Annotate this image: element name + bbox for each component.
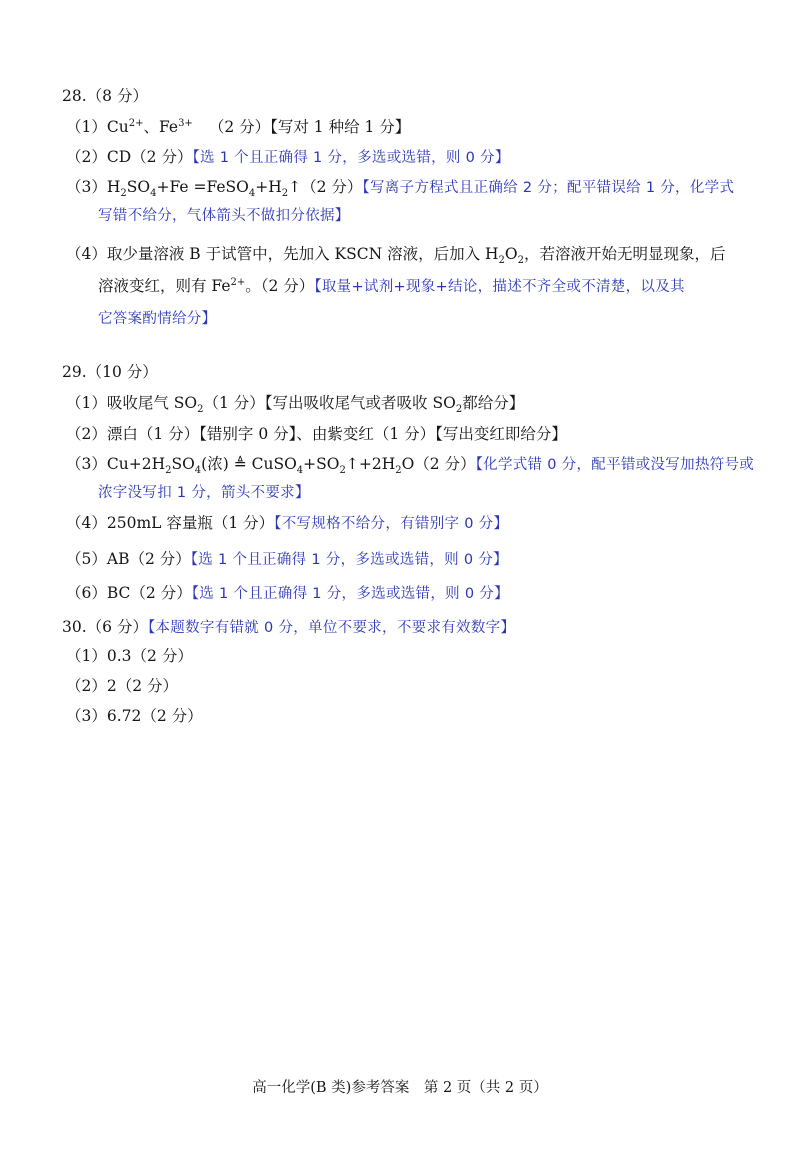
page-footer: 高一化学(B 类)参考答案 第 2 页（共 2 页） xyxy=(252,1080,548,1096)
grading-note: 【选 1 个且正确得 1 分，多选或选错，则 0 分】 xyxy=(192,150,510,166)
grading-note: 【写离子方程式且正确给 2 分；配平错误给 1 分，化学式 xyxy=(362,180,735,196)
q29-answer-6: （6）BC（2 分）【选 1 个且正确得 1 分，多选或选错，则 0 分】 xyxy=(66,584,509,602)
q28-header: 28.（8 分） xyxy=(62,87,148,105)
q28-answer-3-note-cont: 写错不给分，气体箭头不做扣分依据】 xyxy=(98,208,350,224)
q30-answer-3: （3）6.72（2 分） xyxy=(66,707,203,725)
grading-note: 【本题数字有错就 0 分，单位不要求，不要求有效数字】 xyxy=(147,620,516,636)
grading-note: 【化学式错 0 分，配平错或没写加热符号或 xyxy=(475,457,755,473)
q28-answer-1: $(1)Cu^{2+}$、$Fe^{3+}$ （2 分）【写对 1 种给 1 分】 xyxy=(66,117,411,136)
q28-answer-4-note-cont: 它答案酌情给分】 xyxy=(98,311,217,327)
q29-answer-3: $(3)Cu+2H_2SO_4$(浓) ≜ $CuSO_4+SO_2↑+2H_2O(2$ 分）【化学式错 0 分，配平错或没写加热符号或 xyxy=(66,455,755,477)
q29-answer-2: （2）漂白（1 分）【错别字 0 分】、由紫变红（1 分）【写出变红即给分】 xyxy=(66,425,567,443)
q29-answer-3-note-cont: 浓字没写扣 1 分，箭头不要求】 xyxy=(98,485,310,501)
grading-note: 【取量+试剂+现象+结论，描述不齐全或不清楚，以及其 xyxy=(314,279,685,295)
q29-answer-1: （1）吸收尾气 $SO_2(1$ 分）【写出吸收尾气或者吸收 $SO_2$都给分】 xyxy=(66,394,525,416)
grading-note: 【不写规格不给分，有错别字 0 分】 xyxy=(274,516,509,532)
q29-header: 29.（10 分） xyxy=(62,363,158,381)
q29-answer-5: （5）AB（2 分）【选 1 个且正确得 1 分，多选或选错，则 0 分】 xyxy=(66,550,508,568)
q28-answer-4-cont: 溶液变红，则有 $Fe^{2+}$。（2 分）【取量+试剂+现象+结论，描述不齐全或不清楚，以及其 xyxy=(98,276,685,295)
q28-answer-4: （4）取少量溶液 B 于试管中，先加入 KSCN 溶液，后加入 $H_2O_2$，若溶液开始无明显现象，后 xyxy=(66,245,726,267)
q28-answer-3: $(3)H_2SO_4+Fe$ $=FeSO_4+H_2↑(2$ 分）【写离子方程式且正确给 2 分；配平错误给 1 分，化学式 xyxy=(66,178,735,200)
q30-answer-1: （1）0.3（2 分） xyxy=(66,647,193,665)
grading-note: 【选 1 个且正确得 1 分，多选或选错，则 0 分】 xyxy=(190,552,508,568)
q28-answer-2: （2）CD（2 分）【选 1 个且正确得 1 分，多选或选错，则 0 分】 xyxy=(66,148,510,166)
q30-header: 30.（6 分）【本题数字有错就 0 分，单位不要求，不要求有效数字】 xyxy=(62,618,516,636)
grading-note: 【选 1 个且正确得 1 分，多选或选错，则 0 分】 xyxy=(191,586,509,602)
q29-answer-4: （4）250mL 容量瓶（1 分）【不写规格不给分，有错别字 0 分】 xyxy=(66,514,509,532)
q30-answer-2: （2）2（2 分） xyxy=(66,677,179,695)
